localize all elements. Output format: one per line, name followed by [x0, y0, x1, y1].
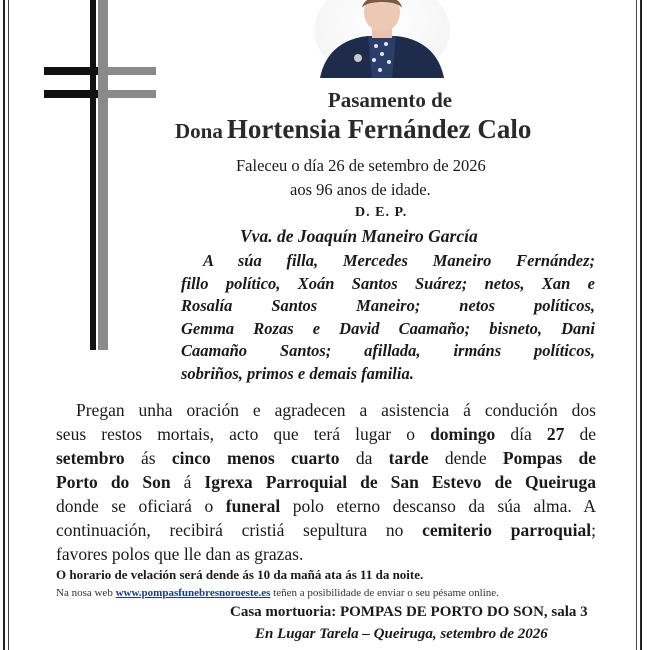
cross-icon — [40, 0, 160, 360]
ceremony-line — [56, 494, 596, 518]
web-note — [56, 587, 499, 599]
church-name: Igrexa Parroquial de San Estevo de Queiruga — [204, 472, 596, 492]
text-run: da — [339, 448, 389, 468]
text-run: polo eterno descanso da súa alma. A — [280, 496, 596, 516]
text-run: ; — [591, 520, 596, 540]
ceremony-line — [56, 470, 596, 494]
family-line: Caamaño Santos; afillada, irmáns políticos, — [181, 341, 595, 360]
ceremony-line — [56, 446, 596, 470]
family-line: Rosalía Santos Maneiro; netos políticos, — [181, 296, 595, 315]
family-line: fillo político, Xoán Santos Suárez; netos, Xan e — [181, 273, 595, 293]
text-run: seus restos mortais, acto que terá lugar o — [56, 424, 431, 444]
notice-title: Pasamento de — [327, 88, 453, 112]
ceremony-line — [56, 518, 596, 542]
text-run: dende — [428, 448, 503, 468]
text-run: donde se oficiará o — [56, 496, 226, 516]
widow-line: Vva. de Joaquín Maneiro García — [240, 226, 478, 246]
text-run: día — [495, 424, 547, 444]
text-run: de — [564, 424, 596, 444]
family-line: sobriños, primos e demais familia. — [181, 363, 414, 383]
dep-line: D. E. P. — [355, 205, 408, 220]
family-list — [181, 250, 595, 385]
ceremony-day: domingo — [430, 424, 496, 444]
web-suffix: teñen a posibilidade de enviar o seu pésame online. — [270, 587, 499, 599]
ceremony-line: Pregan unha oración e agradecen a asistencia á condución dos — [76, 400, 596, 420]
family-line: A súa filla, Mercedes Maneiro Fernández; — [203, 251, 595, 270]
ceremony-date-number: 27 — [546, 424, 565, 444]
family-line: Gemma Rozas e David Caamaño; bisneto, Dani — [181, 318, 595, 338]
departure-place: Pompas de — [502, 448, 597, 468]
ceremony-afternoon: tarde — [388, 448, 429, 468]
funeral-home: Casa mortuoria: POMPAS DE PORTO DO SON, sala 3 — [230, 604, 588, 620]
deceased-name: Hortensia Fernández Calo — [226, 114, 532, 144]
ceremony-text — [56, 398, 596, 566]
ceremony-line: favores polos que lle dan as grazas. — [56, 544, 304, 564]
website-link[interactable]: www.pompasfunebresnoroeste.es — [115, 587, 271, 599]
text-run: ás — [124, 448, 172, 468]
web-prefix: Na nosa web — [56, 587, 116, 599]
place-date: En Lugar Tarela – Queiruga, setembro de 2026 — [255, 626, 548, 642]
age-line: aos 96 anos de idade. — [290, 180, 431, 199]
departure-place: Porto do Son — [56, 472, 171, 492]
cemetery-name: cemiterio parroquial — [422, 520, 592, 540]
funeral-word: funeral — [225, 496, 281, 516]
text-run: á — [170, 472, 205, 492]
deceased-name-line — [175, 114, 531, 145]
deceased-portrait — [312, 0, 452, 78]
honorific: Dona — [175, 119, 223, 143]
ceremony-time: cinco menos cuarto — [171, 448, 340, 468]
text-run: continuación, recibirá cristiá sepultura no — [56, 520, 423, 540]
death-date: Faleceu o día 26 de setembro de 2026 — [236, 156, 486, 175]
wake-hours: O horario de velación será dende ás 10 da mañá ata ás 11 da noite. — [56, 567, 424, 582]
ceremony-month: setembro — [56, 448, 125, 468]
ceremony-line — [56, 422, 596, 446]
